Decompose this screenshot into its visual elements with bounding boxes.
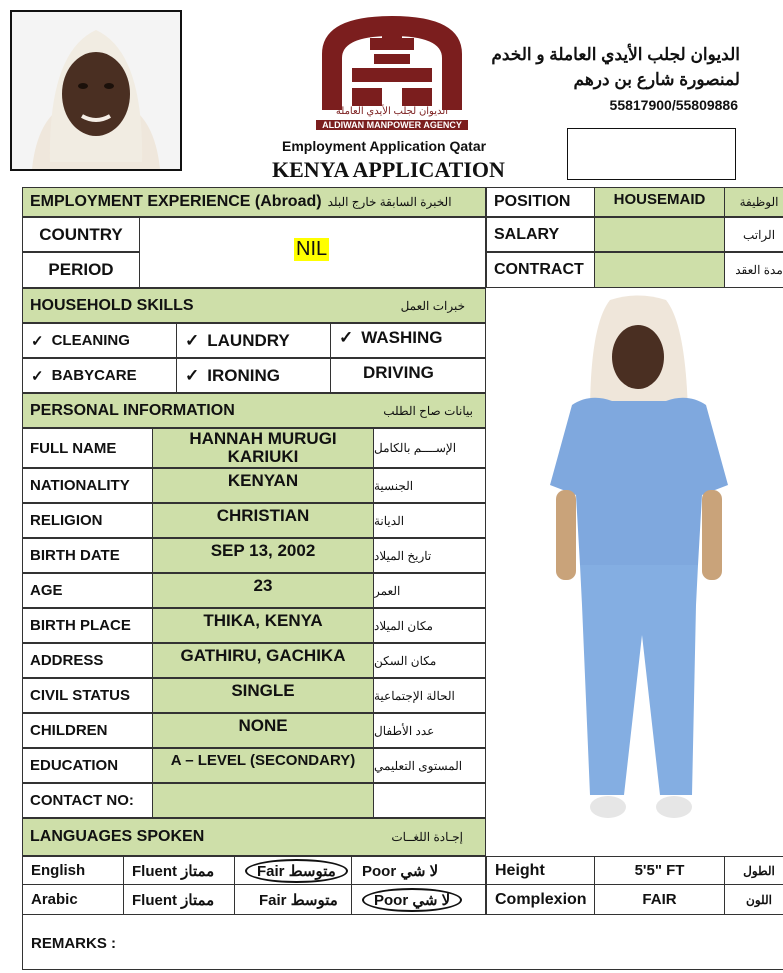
birth-place-label: BIRTH PLACE [22,608,153,643]
civil-status-value: SINGLE [152,678,374,713]
agency-arabic-address: لمنصورة شارع بن درهم [573,70,740,89]
address-ar: مكان السكن [373,643,486,678]
check-icon: ✓ [185,330,200,350]
portrait-photo [10,10,182,171]
check-icon: ✓ [339,328,354,347]
person-portrait-icon [12,12,180,169]
birth-place-ar: مكان الميلاد [373,608,486,643]
logo-arabic-text: الديوان لجلب الأيدي العاملة [335,106,449,117]
education-ar: المستوى التعليمي [373,748,486,783]
person-full-body-icon [520,295,750,840]
lang-arabic-poor[interactable] [351,884,486,915]
education-label: EDUCATION [22,748,153,783]
contact-no-value [152,783,374,818]
reference-box[interactable] [567,128,736,180]
birth-place-value: THIKA, KENYA [152,608,374,643]
children-label: CHILDREN [22,713,153,748]
lang-arabic-fluent[interactable]: Fluent ممتاز [123,884,235,915]
birth-date-label: BIRTH DATE [22,538,153,573]
full-body-photo [520,295,750,840]
agency-logo [312,10,472,134]
full-name-value: HANNAH MURUGI KARIUKI [152,428,374,468]
experience-value: NIL [296,238,328,260]
religion-label: RELIGION [22,503,153,538]
agency-phones: 55817900/55809886 [609,97,738,113]
position-label: POSITION [486,187,595,217]
salary-label: SALARY [486,217,595,252]
skill-laundry[interactable]: ✓ LAUNDRY [176,323,331,358]
skill-cleaning[interactable]: ✓ CLEANING [22,323,177,358]
age-value: 23 [152,573,374,608]
age-label: AGE [22,573,153,608]
contract-label: CONTRACT [486,252,595,288]
check-icon: ✓ [185,365,200,385]
complexion-ar: اللون [724,884,783,915]
experience-header-ar: الخبرة السابقة خارج البلد [327,195,452,209]
lang-english-fluent[interactable]: Fluent ممتاز [123,856,235,885]
lang-english-fair[interactable] [234,856,352,885]
full-name-label: FULL NAME [22,428,153,468]
contract-ar: مدة العقد [724,252,783,288]
salary-ar: الراتب [724,217,783,252]
children-ar: عدد الأطفال [373,713,486,748]
complexion-value: FAIR [594,884,725,915]
remarks-label: REMARKS : [31,935,116,952]
full-name-ar: الإســــم بالكامل [373,428,486,468]
height-value: 5'5" FT [594,856,725,885]
nationality-value: KENYAN [152,468,374,503]
skill-driving[interactable]: DRIVING [330,358,486,393]
education-value: A – LEVEL (SECONDARY) [152,748,374,783]
skill-babycare[interactable]: ✓ BABYCARE [22,358,177,393]
skill-washing[interactable]: ✓ WASHING [330,323,486,358]
form-subtitle: Employment Application Qatar [282,138,487,154]
lang-english-poor[interactable]: Poor لا شي [351,856,486,885]
remarks-box[interactable] [22,914,783,970]
experience-header-label: EMPLOYMENT EXPERIENCE (Abroad) [30,193,322,210]
contact-no-label: CONTACT NO: [22,783,153,818]
birth-date-value: SEP 13, 2002 [152,538,374,573]
address-value: GATHIRU, GACHIKA [152,643,374,678]
check-icon: ✓ [31,332,44,350]
languages-header: LANGUAGES SPOKEN إجـادة اللغــات [22,818,486,856]
height-label: Height [486,856,595,885]
experience-header [22,187,486,217]
civil-status-label: CIVIL STATUS [22,678,153,713]
birth-date-ar: تاريخ الميلاد [373,538,486,573]
country-label: COUNTRY [22,217,140,252]
religion-value: CHRISTIAN [152,503,374,538]
civil-status-ar: الحالة الإجتماعية [373,678,486,713]
period-label: PERIOD [22,252,140,288]
skill-ironing[interactable]: ✓ IRONING [176,358,331,393]
skills-header: HOUSEHOLD SKILLS خبرات العمل [22,288,486,323]
age-ar: العمر [373,573,486,608]
position-value: HOUSEMAID [594,187,725,217]
children-value: NONE [152,713,374,748]
position-ar: الوظيفة [724,187,783,217]
nationality-label: NATIONALITY [22,468,153,503]
nationality-ar: الجنسية [373,468,486,503]
experience-value-cell [139,217,486,288]
contract-value[interactable] [594,252,725,288]
aldiwan-logo-icon [312,10,472,114]
salary-value[interactable] [594,217,725,252]
address-label: ADDRESS [22,643,153,678]
contact-no-ar [373,783,486,818]
selected-option-circle: Poor لا شي [362,888,462,912]
logo-english-text: ALDIWAN MANPOWER AGENCY [316,120,468,130]
agency-arabic-name: الديوان لجلب الأيدي العاملة و الخدم [491,45,740,64]
check-icon: ✓ [31,367,44,385]
lang-arabic-name: Arabic [22,884,124,915]
lang-arabic-fair[interactable]: Fair متوسط [234,884,352,915]
lang-english-name: English [22,856,124,885]
form-title: KENYA APPLICATION [272,157,505,182]
height-ar: الطول [724,856,783,885]
personal-header: PERSONAL INFORMATION بيانات صاح الطلب [22,393,486,428]
religion-ar: الديانة [373,503,486,538]
complexion-label: Complexion [486,884,595,915]
selected-option-circle: Fair متوسط [245,859,348,883]
